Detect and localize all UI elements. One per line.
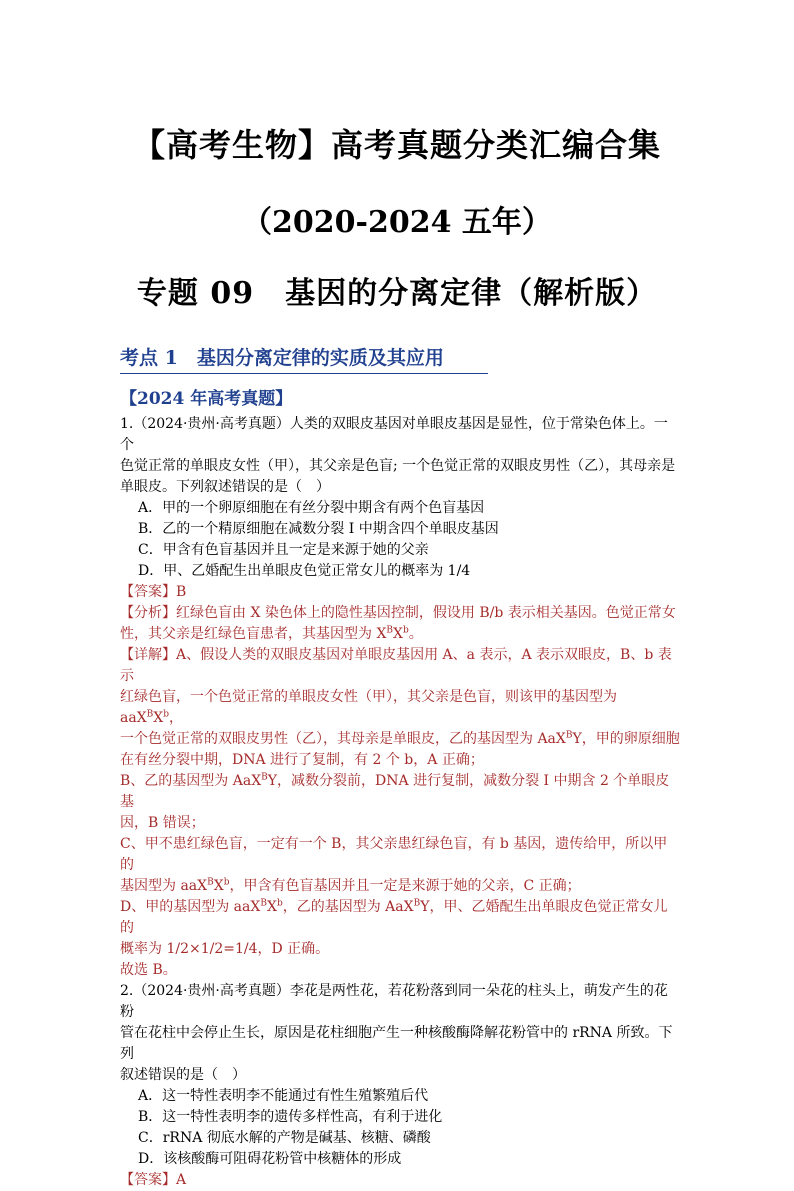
document-title: 【高考生物】高考真题分类汇编合集 <box>132 126 661 164</box>
q2-option-c: C．rRNA 彻底水解的产物是碱基、核糖、磷酸 <box>138 1130 431 1146</box>
q1-option-a: A．甲的一个卵原细胞在有丝分裂中期含有两个色盲基因 <box>138 500 485 516</box>
q1-stem-line: 色觉正常的单眼皮女性（甲），其父亲是色盲; 一个色觉正常的双眼皮男性（乙），其母亲是 <box>120 458 676 474</box>
answer-value: A <box>176 1172 187 1188</box>
answer-tag: 【答案】 <box>120 1172 176 1188</box>
q1-conclusion: 故选 B。 <box>120 962 177 978</box>
q1-detail-line: D、甲的基因型为 $aaX^BX^b$，乙的基因型为 AaX$^B$Y，甲、乙婚配生出单眼皮色觉正常女儿的 <box>120 898 668 936</box>
q2-option-a: A．这一特性表明李不能通过有性生殖繁殖后代 <box>138 1088 429 1104</box>
q2-stem-line: 管在花柱中会停止生长，原因是花柱细胞产生一种核酸酶降解花粉管中的 rRNA 所致。下列 <box>120 1025 673 1062</box>
year-heading: 【2024 年高考真题】 <box>120 389 293 409</box>
analysis-tag: 【分析】 <box>120 605 176 621</box>
detail-tag: 【详解】 <box>120 647 176 663</box>
q1-analysis-line: 性，其父亲是红绿色盲患者，其基因型为 $X^BX^b$。 <box>120 625 423 642</box>
q2-stem-line: 2.（2024·贵州·高考真题）李花是两性花，若花粉落到同一朵花的柱头上，萌发产生的花粉 <box>120 983 668 1020</box>
q1-option-c: C．甲含有色盲基因并且一定是来源于她的父亲 <box>138 542 429 558</box>
q1-stem-line: 单眼皮。下列叙述错误的是（ ） <box>120 479 330 495</box>
q1-detail-line: 因，B 错误； <box>120 815 205 831</box>
section-heading: 考点 1 基因分离定律的实质及其应用 <box>120 343 488 374</box>
q1-detail-line: C、甲不患红绿色盲，一定有一个 B，其父亲患红绿色盲，有 b 基因，遗传给甲，所以甲的 <box>120 836 668 873</box>
q1-detail-line: 一个色觉正常的双眼皮男性（乙），其母亲是单眼皮，乙的基因型为 AaX$^B$Y，甲的卵原细胞 <box>120 730 680 747</box>
q1-stem-line: 1.（2024·贵州·高考真题）人类的双眼皮基因对单眼皮基因是显性，位于常染色体上。一个 <box>120 416 668 453</box>
document-subtitle-years: （2020-2024 五年） <box>242 205 552 240</box>
q2-option-d: D．该核酸酶可阻碍花粉管中核糖体的形成 <box>138 1151 402 1167</box>
q1-option-d: D．甲、乙婚配生出单眼皮色觉正常女儿的概率为 1/4 <box>138 563 471 579</box>
q1-detail-line: 【详解】A、假设人类的双眼皮基因对单眼皮基因用 A、a 表示，A 表示双眼皮，B、b 表示 <box>120 647 672 684</box>
q1-detail-line: 红绿色盲，一个色觉正常的单眼皮女性（甲），其父亲是色盲，则该甲的基因型为 $aaX^BX^b$， <box>120 689 617 726</box>
question-body <box>120 414 680 1191</box>
q2-stem-line: 叙述错误的是（ ） <box>120 1067 246 1083</box>
q2-option-b: B．这一特性表明李的遗传多样性高，有利于进化 <box>138 1109 443 1125</box>
q1-detail-line: 概率为 1/2×1/2=1/4，D 正确。 <box>120 941 330 957</box>
q1-detail-line: 在有丝分裂中期，DNA 进行了复制，有 2 个 b，A 正确； <box>120 752 484 768</box>
q1-option-b: B．乙的一个精原细胞在减数分裂 I 中期含四个单眼皮基因 <box>138 521 499 537</box>
q1-detail-line: 基因型为 $aaX^BX^b$，甲含有色盲基因并且一定是来源于她的父亲，C 正确； <box>120 877 581 894</box>
q1-detail-line: B、乙的基因型为 AaX$^B$Y，减数分裂前，DNA 进行复制，减数分裂 I 中期含 2 个单眼皮基 <box>120 772 670 810</box>
q1-analysis-line: 【分析】红绿色盲由 X 染色体上的隐性基因控制，假设用 B/b 表示相关基因。色觉正常女 <box>120 605 676 621</box>
document-topic-title: 专题 09 基因的分离定律（解析版） <box>136 276 658 311</box>
q2-answer <box>120 1170 680 1191</box>
answer-value: B <box>176 584 187 600</box>
answer-tag: 【答案】 <box>120 584 176 600</box>
q1-answer <box>120 582 680 603</box>
